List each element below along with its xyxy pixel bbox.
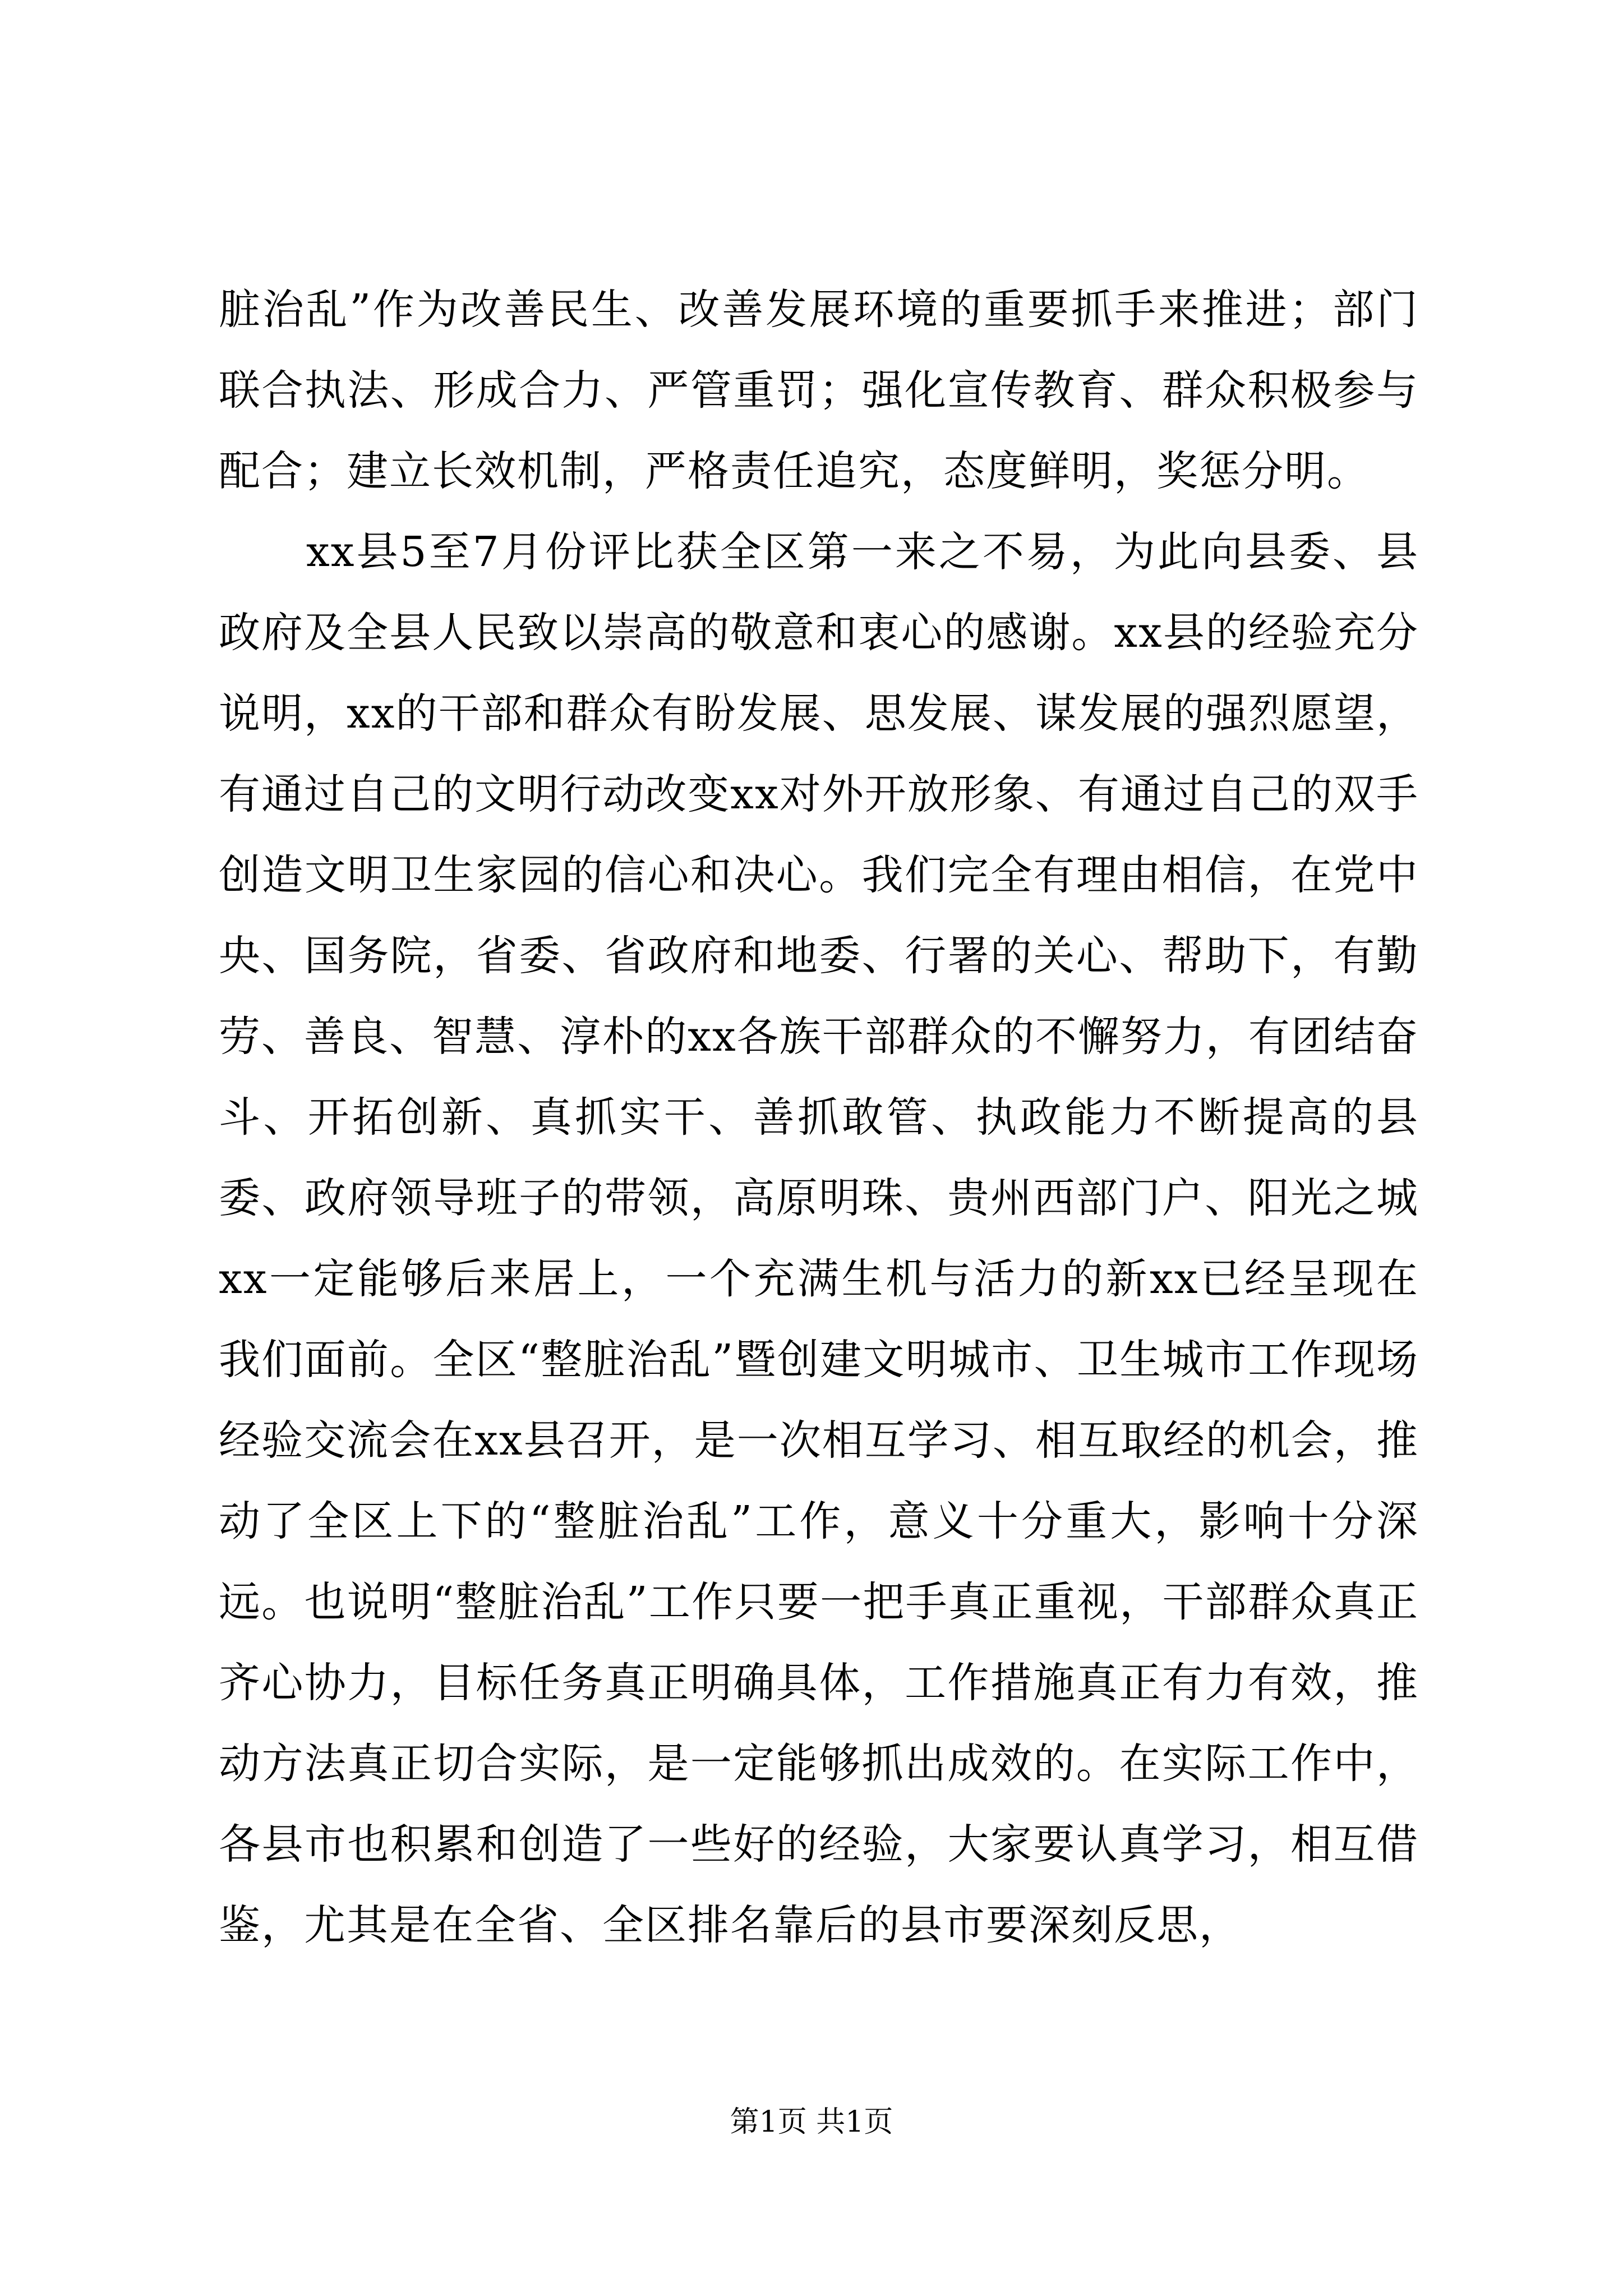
body-text — [219, 269, 1419, 1966]
paragraph-main: xx县5至7月份评比获全区第一来之不易，为此向县委、县政府及全县人民致以崇高的敬意和衷心的感谢。xx县的经验充分说明，xx的干部和群众有盼发展、思发展、谋发展的强烈愿望，有通过自己的文明行动改变xx对外开放形象、有通过自己的双手创造文明卫生家园的信心和决心。我们完全有理由相信，在党中央、国务院，省委、省政府和地委、行署的关心、帮助下，有勤劳、善良、智慧、淳朴的xx各族干部群众的不懈努力，有团结奋斗、开拓创新、真抓实干、善抓敢管、执政能力不断提高的县委、政府领导班子的带领，高原明珠、贵州西部门户、阳光之城xx一定能够后来居上，一个充满生机与活力的新xx已经呈现在我们面前。全区“整脏治乱”暨创建文明城市、卫生城市工作现场经验交流会在xx县召开，是一次相互学习、相互取经的机会，推动了全区上下的“整脏治乱”工作，意义十分重大，影响十分深远。也说明“整脏治乱”工作只要一把手真正重视，干部群众真正齐心协力，目标任务真正明确具体，工作措施真正有力有效，推动方法真正切合实际，是一定能够抓出成效的。在实际工作中，各县市也积累和创造了一些好的经验，大家要认真学习，相互借鉴，尤其是在全省、全区排名靠后的县市要深刻反思， — [219, 528, 1419, 1949]
paragraph-continuation: 脏治乱”作为改善民生、改善发展环境的重要抓手来推进；部门联合执法、形成合力、严管重罚；强化宣传教育、群众积极参与配合；建立长效机制，严格责任追究，态度鲜明，奖惩分明。 — [219, 286, 1419, 495]
page-footer: 第1页 共1页 — [730, 2105, 893, 2139]
